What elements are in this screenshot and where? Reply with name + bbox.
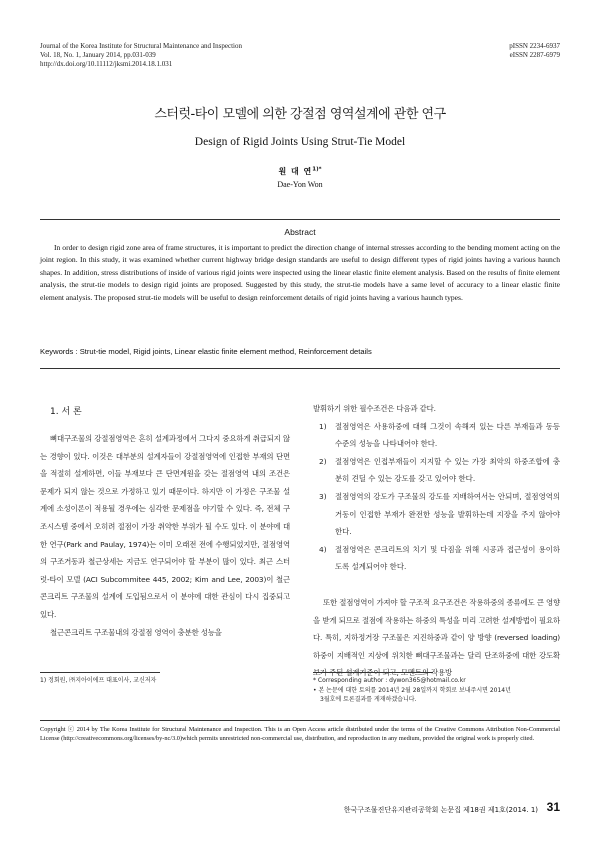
paper-title-english: Design of Rigid Joints Using Strut-Tie Model xyxy=(194,136,406,148)
requirements-intro: 발휘하기 위한 필수조건은 다음과 같다. xyxy=(313,404,436,413)
list-item-text: 절점영역은 인접부재들이 지지할 수 있는 가장 최악의 하중조합에 충분히 견딜 수 있는 강도를 갖고 있어야 한다. xyxy=(335,456,560,484)
left-column xyxy=(40,430,290,641)
journal-volume: Vol. 18, No. 1, January 2014, pp.031-039 xyxy=(40,51,156,59)
list-item xyxy=(313,488,560,541)
structural-requirements-paragraph: 또한 절점영역이 가져야 할 구조적 요구조건은 작용하중의 종류에도 큰 영향을 받게 되므로 절점에 작용하는 하중의 특성을 미리 고려한 설계방법이 필요하다. 특히, 지하정거장 구조물은 지진하중과 같이 양 방향 (reversed loading) 하중이 지배적인 지상에 위치한 뼈대구조물과는 달리 단조하중에 대한 강도확보가 주된 설계기준이 되고, 모멘트의 작용방 xyxy=(313,597,560,678)
author-korean xyxy=(0,166,600,177)
journal-name: Journal of the Korea Institute for Structural Maintenance and Inspection xyxy=(40,42,242,50)
list-item xyxy=(313,453,560,488)
abstract-top-rule xyxy=(40,219,560,220)
author-korean-name: 원 대 연 xyxy=(278,167,313,176)
intro-paragraph-1: 뼈대구조물의 강절점영역은 흔히 설계과정에서 그다지 중요하게 취급되지 않는 경향이 있다. 이것은 대부분의 설계자들이 강절점영역에 인접한 부재의 단면을 적절히 설계하면, 이들 부재보다 큰 단면계원을 갖는 절점영역 내의 조건은 문제가 되지 않는 것으로 가정하고 있기 때문이다. 하지만 이 가정은 구조물 설계에 소성이론이 적용될 경우에는 심각한 문제점을 야기할 수 있다. 즉, 전체 구조시스템 중에서 오히려 절점이 가장 취약한 부위가 될 수도 있다. 이 분야에 대한 연구(Park and Paulay, 1974)는 이미 오래전 전에 수행되었지만, 절점영역의 구조거동과 철근상세는 지금도 연구되어야 할 부분이 많이 있다. 최근 스터럿-타이 모델 (ACI Subcommitee 445, 2002; Kim and Lee, 2003)이 철근 콘크리트 구조물의 설계에 도입됨으로서 이 분야에 대한 관심이 다시 집중되고 있다. xyxy=(40,434,290,619)
list-item-number: 2) xyxy=(319,456,327,466)
abstract-text: In order to design rigid zone area of frame structures, it is important to predict the direction change of internal stresses according to the bending moment acting on the joint region. In this study, it was examined whether current highway bridge design standards are useful to design different types of rigid joints having a various haunch shapes. In addition, stress distributions of inside of various rigid joints were inspected using the linear elastic finite element analysis. Based on the results of finite element analysis, the strut-tie models to design rigid joints are proposed. Suggested by this study, the strut-tie models have a same level of accuracy to a linear elastic finite element analysis. The proposed strut-tie models will be useful to design reinforcement details of rigid joints having a various haunch types. xyxy=(40,243,560,302)
footnote-rule-right xyxy=(313,672,433,673)
keywords-line xyxy=(40,347,560,356)
list-item-text: 절점영역은 사용하중에 대해 그것이 속해져 있는 다른 부재들과 동등수준의 성능을 나타내어야 한다. xyxy=(335,421,560,449)
corresponding-author-email: * Corresponding author : dywon365@hotmail.co.kr xyxy=(313,677,466,684)
list-item xyxy=(313,418,560,453)
author-mark: 1)* xyxy=(312,166,322,173)
list-item-number: 1) xyxy=(319,421,327,431)
discussion-note-line-2: 3월호에 토론결과를 게재하겠습니다. xyxy=(320,696,417,703)
issn-block xyxy=(509,42,560,60)
pissn: pISSN 2234-6937 xyxy=(509,42,560,50)
footnote-correspondence xyxy=(313,676,560,705)
section-heading-introduction: 1. 서 론 xyxy=(50,407,82,417)
footnote-rule-left xyxy=(40,672,160,673)
copyright-notice: Copyright ⓒ 2014 by The Korea Institute for Structural Maintenance and Inspection. This is an Open Access article distributed under the terms of the Creative Commons Attribution Non-Commercial License (http://creativecommons.org/licenses/by-nc/3.0)which permits unrestricted non-commercial use, distribution, and reproduction in any medium, provided the original work is properly cited. xyxy=(40,726,560,742)
abstract-heading: Abstract xyxy=(284,227,316,237)
keywords-label: Keywords : xyxy=(40,347,78,356)
doi-link[interactable]: http://dx.doi.org/10.11112/jksmi.2014.18.1.031 xyxy=(40,60,173,68)
page-number: 31 xyxy=(546,800,560,814)
abstract-bottom-rule xyxy=(40,368,560,369)
list-item-text: 절점영역은 콘크리트의 치기 및 다짐을 위해 시공과 접근성이 용이하도록 설계되어야 한다. xyxy=(335,544,560,572)
list-item-number: 4) xyxy=(319,544,327,554)
discussion-note-line-1: • 본 논문에 대한 토의를 2014년 2월 28일까지 학회로 보내주시면 2014년 xyxy=(313,686,511,694)
paper-title-korean: 스터럿-타이 모델에 의한 강절점 영역설계에 관한 연구 xyxy=(154,107,446,122)
keywords-list: Strut-tie model, Rigid joints, Linear elastic finite element method, Reinforcement details xyxy=(79,347,372,356)
copyright-rule xyxy=(40,720,560,721)
footer-journal-korean: 한국구조물진단유지관리공학회 논문집 제18권 제1호(2014. 1) xyxy=(343,806,538,814)
footnote-affiliation: 1) 정회원, ㈜지아이에프 대표이사, 교신저자 xyxy=(40,677,157,684)
intro-paragraph-2: 철근콘크리트 구조물내의 강절점 영역이 충분한 성능을 xyxy=(50,627,222,637)
list-item-number: 3) xyxy=(319,491,327,501)
journal-header xyxy=(40,42,242,69)
eissn: eISSN 2287-6979 xyxy=(509,51,560,59)
right-column xyxy=(313,400,560,682)
list-item-text: 절점영역의 강도가 구조물의 강도를 지배하여서는 안되며, 절점영역의 거동이 인접한 부재가 완전한 성능을 발휘하는데 지장을 주지 않아야 한다. xyxy=(335,491,560,537)
author-english: Dae-Yon Won xyxy=(277,180,323,189)
list-item xyxy=(313,541,560,576)
